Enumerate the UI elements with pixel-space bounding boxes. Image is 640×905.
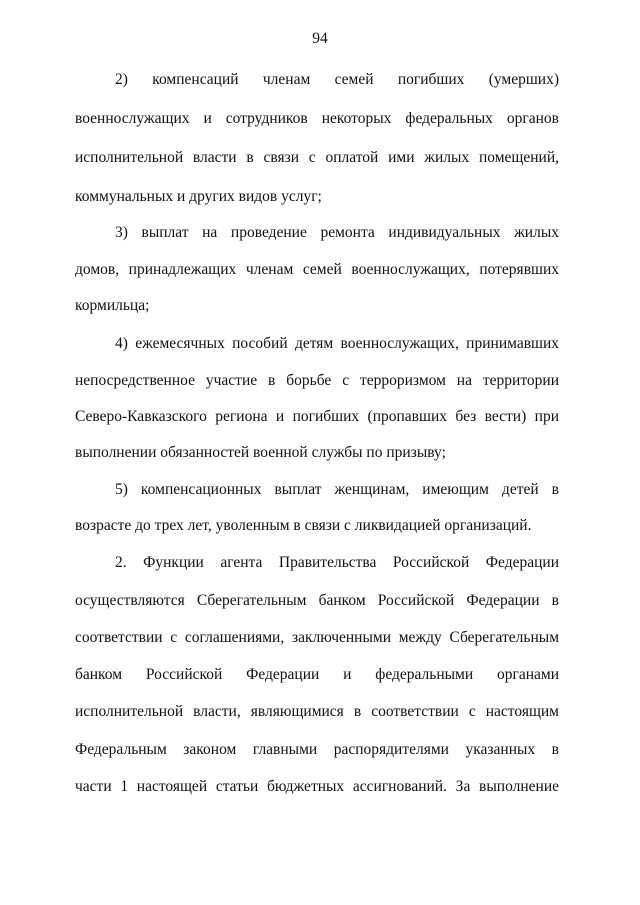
text-line: возрасте до трех лет, уволенным в связи с ликвидацией организаций.: [75, 517, 532, 534]
text-line: коммунальных и других видов услуг;: [75, 188, 322, 205]
page-number: 94: [312, 30, 328, 47]
text-line: осуществляются Сберегательным банком Российской Федерации в: [75, 592, 559, 609]
text-line: непосредственное участие в борьбе с терроризмом на территории: [75, 372, 559, 389]
text-line: домов, принадлежащих членам семей военнослужащих, потерявших: [75, 261, 559, 278]
text-line: Федеральным законом главными распорядителями указанных в: [75, 741, 559, 758]
text-line: 2) компенсаций членам семей погибших (умерших): [115, 71, 559, 88]
text-line: соответствии с соглашениями, заключенными между Сберегательным: [75, 629, 559, 646]
text-line: Северо-Кавказского региона и погибших (пропавших без вести) при: [75, 408, 559, 425]
text-line: исполнительной власти в связи с оплатой ими жилых помещений,: [75, 149, 559, 166]
text-line: 3) выплат на проведение ремонта индивидуальных жилых: [115, 224, 559, 241]
text-line: 4) ежемесячных пособий детям военнослужащих, принимавших: [115, 335, 559, 352]
text-line: выполнении обязанностей военной службы по призыву;: [75, 444, 446, 461]
text-line: 2. Функции агента Правительства Российской Федерации: [115, 554, 559, 571]
text-line: банком Российской Федерации и федеральными органами: [75, 666, 559, 683]
text-line: военнослужащих и сотрудников некоторых федеральных органов: [75, 110, 559, 127]
text-line: 5) компенсационных выплат женщинам, имеющим детей в: [115, 481, 559, 498]
text-line: части 1 настоящей статьи бюджетных ассигнований. За выполнение: [75, 778, 559, 795]
text-line: кормильца;: [75, 297, 150, 314]
text-line: исполнительной власти, являющимися в соответствии с настоящим: [75, 703, 559, 720]
